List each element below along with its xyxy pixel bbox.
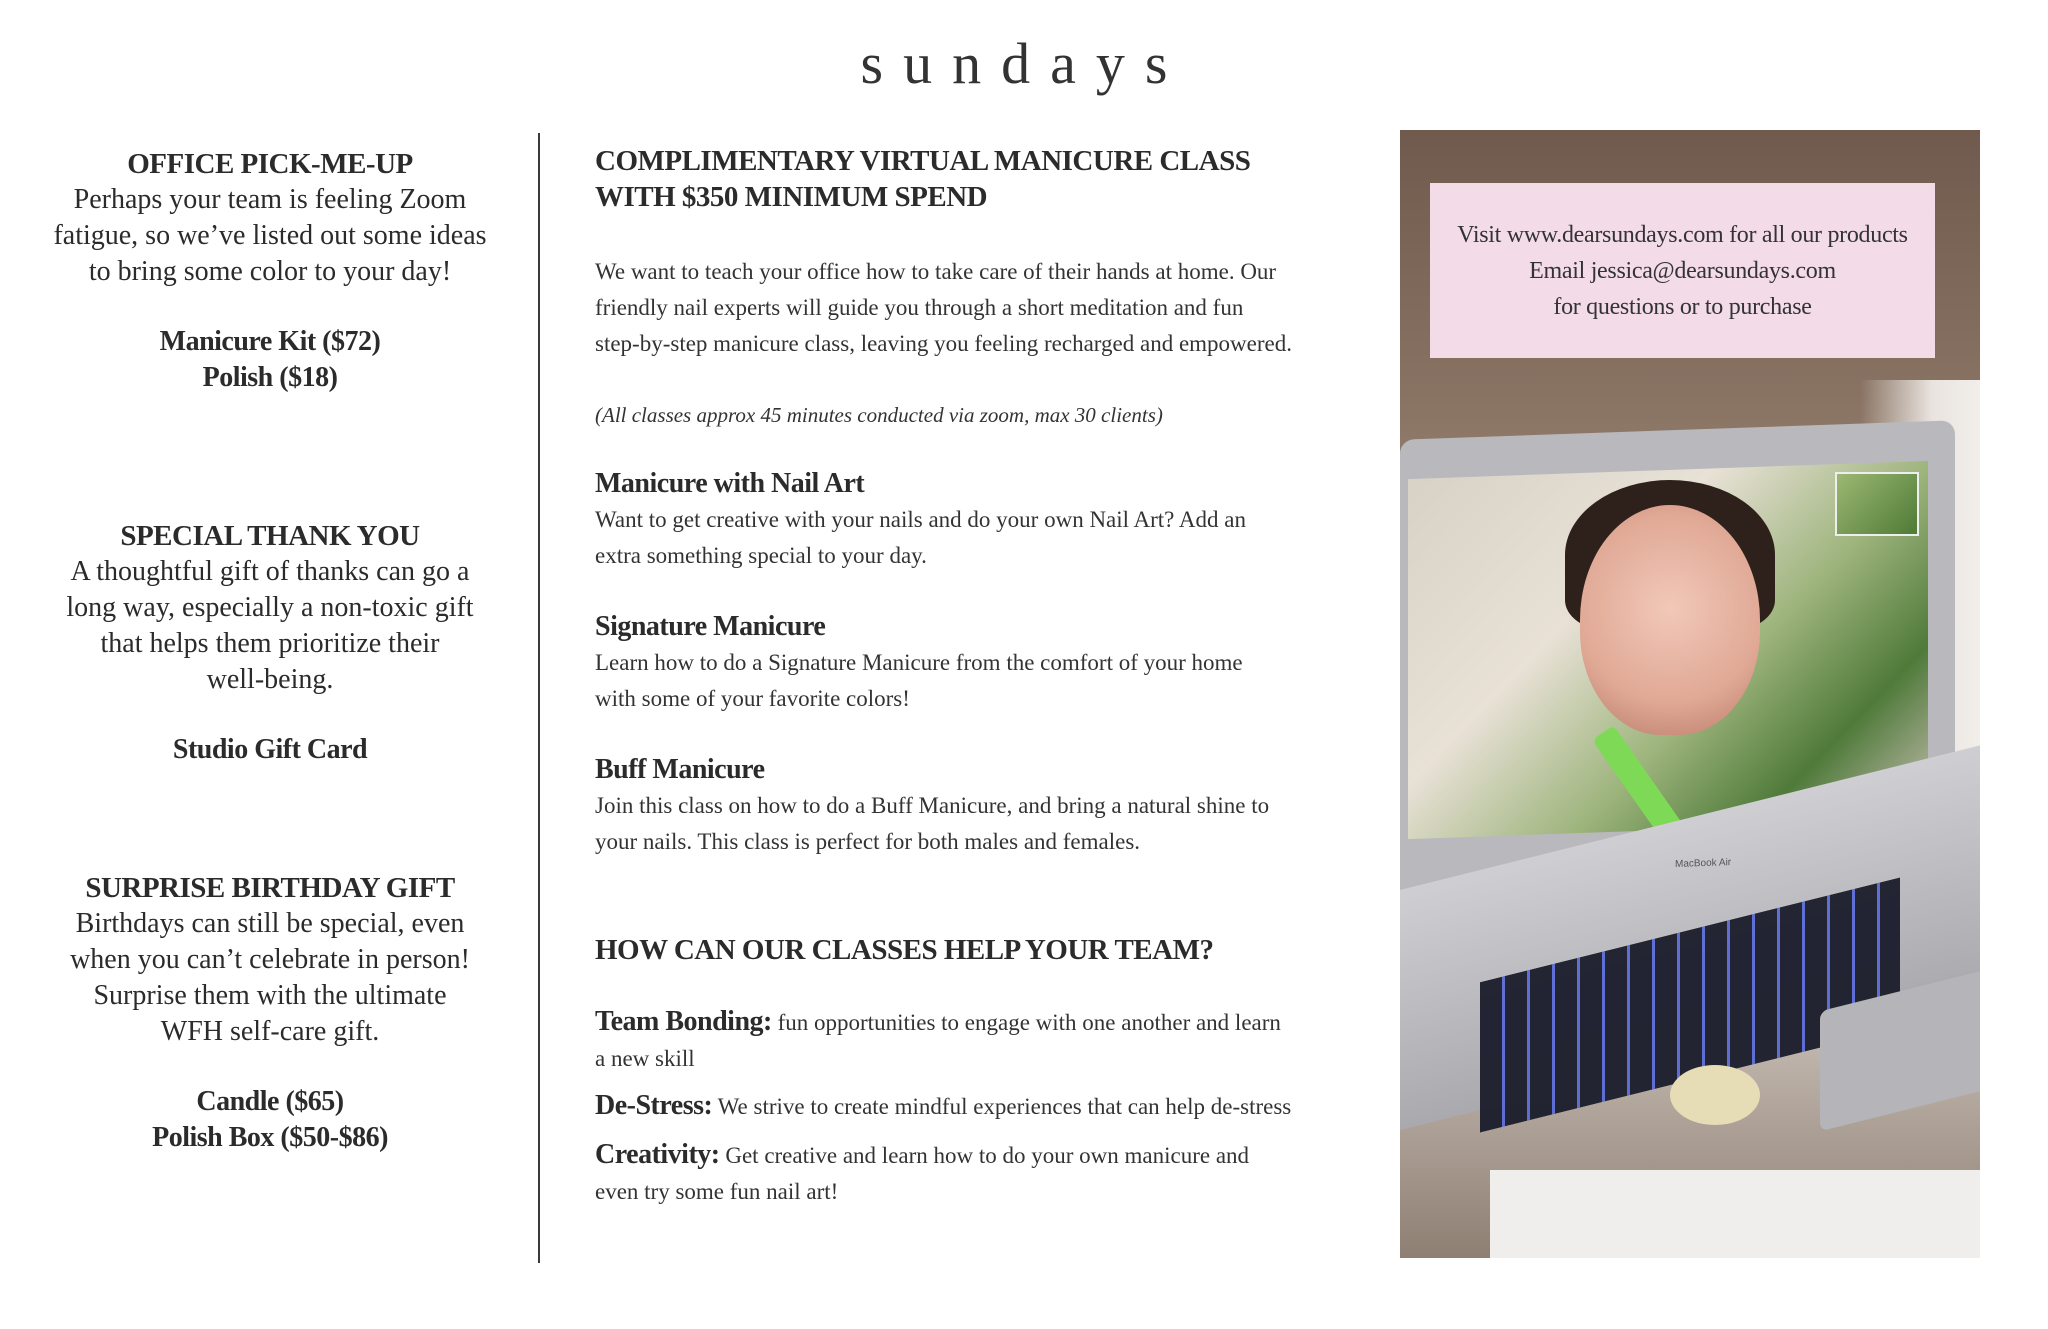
intro-paragraph (595, 254, 1335, 362)
benefit-text: We strive to create mindful experiences that can help de-stress (712, 1094, 1292, 1119)
class-desc: Want to get creative with your nails and do your own Nail Art? Add an (595, 507, 1246, 532)
section-title: SPECIAL THANK YOU (120, 520, 420, 552)
intro-line: We want to teach your office how to take care of their hands at home. Our (595, 259, 1277, 284)
contact-info-box (1430, 183, 1935, 358)
class-desc: extra something special to your day. (595, 543, 927, 568)
class-offer-heading (595, 143, 1335, 215)
benefit-text: Get creative and learn how to do your own manicure and (719, 1143, 1250, 1168)
help-heading (595, 932, 1335, 968)
class-desc: Join this class on how to do a Buff Manicure, and bring a natural shine to (595, 793, 1270, 818)
section-text: fatigue, so we’ve listed out some ideas (53, 220, 487, 251)
note-text: (All classes approx 45 minutes conducted via zoom, max 30 clients) (595, 403, 1163, 427)
section-text: when you can’t celebrate in person! (70, 944, 470, 975)
heading-line: COMPLIMENTARY VIRTUAL MANICURE CLASS (595, 145, 1251, 177)
section-text: long way, especially a non-toxic gift (66, 592, 474, 623)
section-text: Surprise them with the ultimate (93, 980, 447, 1011)
product-item: Studio Gift Card (172, 734, 368, 765)
intro-line: step-by-step manicure class, leaving you feeling recharged and empowered. (595, 331, 1292, 356)
product-item: Candle ($65) (196, 1086, 344, 1117)
surprise-birthday-gift-section (40, 870, 500, 1156)
benefit-text: even try some fun nail art! (595, 1179, 839, 1204)
column-divider (538, 133, 540, 1263)
box (1490, 1170, 1980, 1258)
spacer (40, 290, 500, 324)
person-face (1580, 505, 1760, 735)
product-item: Manicure Kit ($72) (159, 326, 381, 357)
benefit-text: fun opportunities to engage with one another and learn (771, 1010, 1281, 1035)
benefit-creativity (595, 1137, 1335, 1210)
video-thumbnail (1835, 472, 1919, 536)
section-text: to bring some color to your day! (88, 256, 452, 287)
class-note (595, 400, 1335, 430)
product-item: Polish ($18) (202, 362, 338, 393)
section-text: Birthdays can still be special, even (75, 908, 465, 939)
benefit-de-stress (595, 1088, 1335, 1125)
spacer (40, 1050, 500, 1084)
class-title: Buff Manicure (595, 754, 765, 785)
benefit-team-bonding (595, 1004, 1335, 1077)
info-line: Visit www.dearsundays.com for all our products (1457, 221, 1908, 248)
class-desc: with some of your favorite colors! (595, 686, 910, 711)
laptop-label: MacBook Air (1675, 857, 1732, 870)
info-line: Email jessica@dearsundays.com (1529, 257, 1836, 284)
info-line: for questions or to purchase (1553, 293, 1812, 320)
benefit-label: Team Bonding: (595, 1006, 772, 1037)
class-title: Signature Manicure (595, 611, 826, 642)
benefit-label: De-Stress: (595, 1090, 713, 1121)
office-pick-me-up-section (40, 146, 500, 396)
class-signature (595, 609, 1335, 717)
class-title: Manicure with Nail Art (595, 468, 865, 499)
intro-line: friendly nail experts will guide you through a short meditation and fun (595, 295, 1244, 320)
special-thank-you-section (40, 518, 500, 768)
class-desc: Learn how to do a Signature Manicure from the comfort of your home (595, 650, 1243, 675)
section-text: A thoughtful gift of thanks can go a (70, 556, 470, 587)
benefit-text: a new skill (595, 1046, 695, 1071)
section-text: well-being. (206, 664, 334, 695)
heading-line: HOW CAN OUR CLASSES HELP YOUR TEAM? (595, 934, 1214, 966)
sticker (1670, 1065, 1760, 1125)
benefit-label: Creativity: (595, 1139, 720, 1170)
spacer (40, 698, 500, 732)
class-buff (595, 752, 1335, 860)
section-text: Perhaps your team is feeling Zoom (73, 184, 467, 215)
class-desc: your nails. This class is perfect for both males and females. (595, 829, 1141, 854)
section-title: SURPRISE BIRTHDAY GIFT (85, 872, 455, 904)
heading-line: WITH $350 MINIMUM SPEND (595, 181, 988, 213)
section-title: OFFICE PICK-ME-UP (127, 148, 413, 180)
brand-logo: sundays (860, 31, 1188, 96)
product-item: Polish Box ($50-$86) (152, 1122, 388, 1153)
section-text: that helps them prioritize their (100, 628, 440, 659)
class-nail-art (595, 466, 1335, 574)
section-text: WFH self-care gift. (160, 1016, 380, 1047)
